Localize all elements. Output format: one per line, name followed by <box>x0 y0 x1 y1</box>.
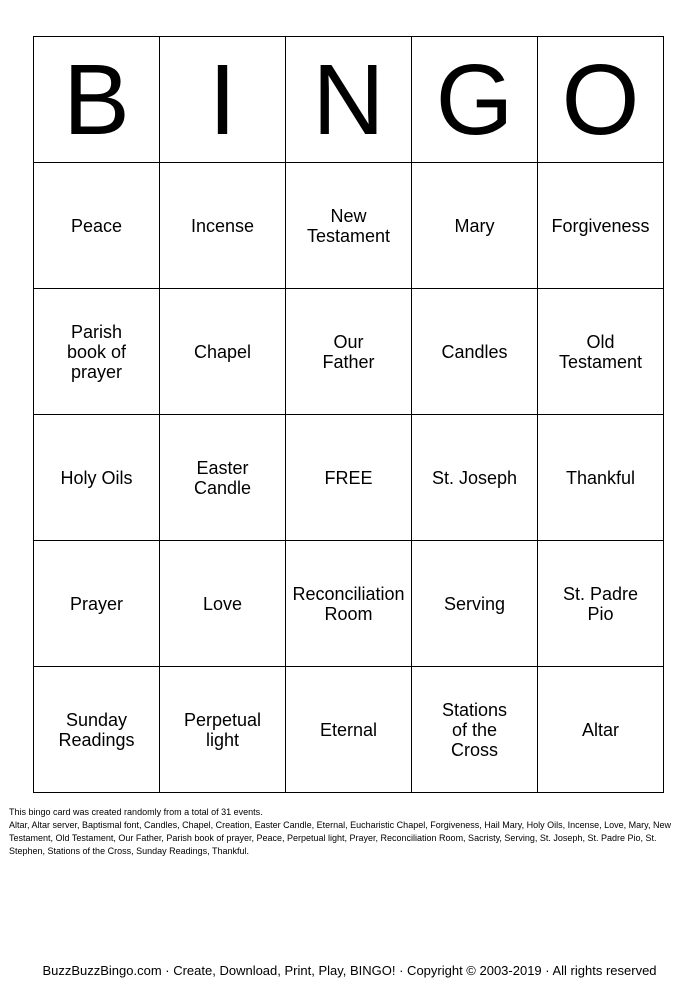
cell-text: Forgiveness <box>551 215 650 236</box>
cell-text: Thankful <box>565 467 636 488</box>
card-cell <box>412 163 538 289</box>
card-cell <box>412 289 538 415</box>
cell-text: Prayer <box>69 593 123 614</box>
card-info <box>9 806 689 858</box>
card-cell <box>538 289 664 415</box>
card-cell <box>538 163 664 289</box>
card-cell <box>286 163 412 289</box>
card-summary: This bingo card was created randomly from a total of 31 events. <box>9 807 263 817</box>
cell-text: of the <box>451 719 498 740</box>
event-list: Altar, Altar server, Baptismal font, Candles, Chapel, Creation, Easter Candle, Eternal, Eucharistic Chapel, Forgiveness, Hail Mary, Holy Oils, Incense, Love, Mary, New Testament, Old Testament, Our Father, Parish book of prayer, Peace, Perpetual light, Prayer, Reconciliation Room, Sacristy, Serving, St. Joseph, St. Padre Pio, St. Stephen, Stations of the Cross, Sunday Readings, Thankful. <box>9 820 671 856</box>
cell-text: Incense <box>190 215 255 236</box>
cell-text: Room <box>324 603 373 624</box>
cell-text: Old <box>586 331 615 352</box>
card-row <box>34 415 664 541</box>
cell-text: prayer <box>70 361 123 382</box>
cell-text: Eternal <box>319 719 378 740</box>
card-cell <box>412 667 538 793</box>
header-letter: B <box>34 37 160 163</box>
card-row <box>34 163 664 289</box>
cell-text: Testament <box>306 225 391 246</box>
card-cell <box>34 163 160 289</box>
cell-text: Sunday <box>65 709 128 730</box>
header-letter: O <box>538 37 664 163</box>
card-cell <box>412 415 538 541</box>
card-cell <box>160 415 286 541</box>
card-cell <box>286 541 412 667</box>
card-cell <box>34 541 160 667</box>
cell-text: light <box>205 729 240 750</box>
header-letter: N <box>286 37 412 163</box>
header-letter: I <box>160 37 286 163</box>
header-letter: G <box>412 37 538 163</box>
card-cell <box>286 289 412 415</box>
header-row <box>34 37 664 163</box>
site-footer: BuzzBuzzBingo.com · Create, Download, Print, Play, BINGO! · Copyright © 2003-2019 · All rights reserved <box>42 963 657 978</box>
cell-text: Chapel <box>193 341 252 362</box>
cell-text: Serving <box>443 593 506 614</box>
cell-text: Parish <box>70 321 123 342</box>
cell-text: Love <box>202 593 243 614</box>
cell-text: St. Padre <box>562 583 639 604</box>
cell-text: Perpetual <box>183 709 262 730</box>
cell-text: Candles <box>441 341 508 362</box>
card-cell <box>34 415 160 541</box>
cell-text: Easter <box>196 457 249 478</box>
cell-text: Candle <box>193 477 252 498</box>
cell-text: Father <box>322 351 375 372</box>
cell-text: FREE <box>324 467 373 488</box>
card-cell <box>160 541 286 667</box>
cell-text: Reconciliation <box>292 583 405 604</box>
card-cell <box>412 541 538 667</box>
card-row <box>34 289 664 415</box>
cell-text: Stations <box>441 699 508 720</box>
card-cell <box>160 163 286 289</box>
card-cell <box>160 667 286 793</box>
card-cell <box>538 415 664 541</box>
card-cell <box>538 541 664 667</box>
cell-text: Peace <box>70 215 123 236</box>
cell-text: Testament <box>558 351 643 372</box>
cell-text: Our <box>333 331 364 352</box>
cell-text: Pio <box>587 603 614 624</box>
cell-text: St. Joseph <box>431 467 518 488</box>
cell-text: book of <box>66 341 127 362</box>
cell-text: Altar <box>581 719 619 740</box>
card-row <box>34 667 664 793</box>
cell-text: Holy Oils <box>60 467 133 488</box>
card-cell <box>34 289 160 415</box>
card-cell <box>286 415 412 541</box>
card-cell <box>160 289 286 415</box>
cell-text: Mary <box>454 215 495 236</box>
card-cell <box>538 667 664 793</box>
cell-text: New <box>330 205 367 226</box>
card-cell <box>286 667 412 793</box>
cell-text: Cross <box>450 739 498 760</box>
cell-text: Readings <box>58 729 135 750</box>
bingo-card <box>33 36 664 793</box>
card-cell <box>34 667 160 793</box>
card-row <box>34 541 664 667</box>
